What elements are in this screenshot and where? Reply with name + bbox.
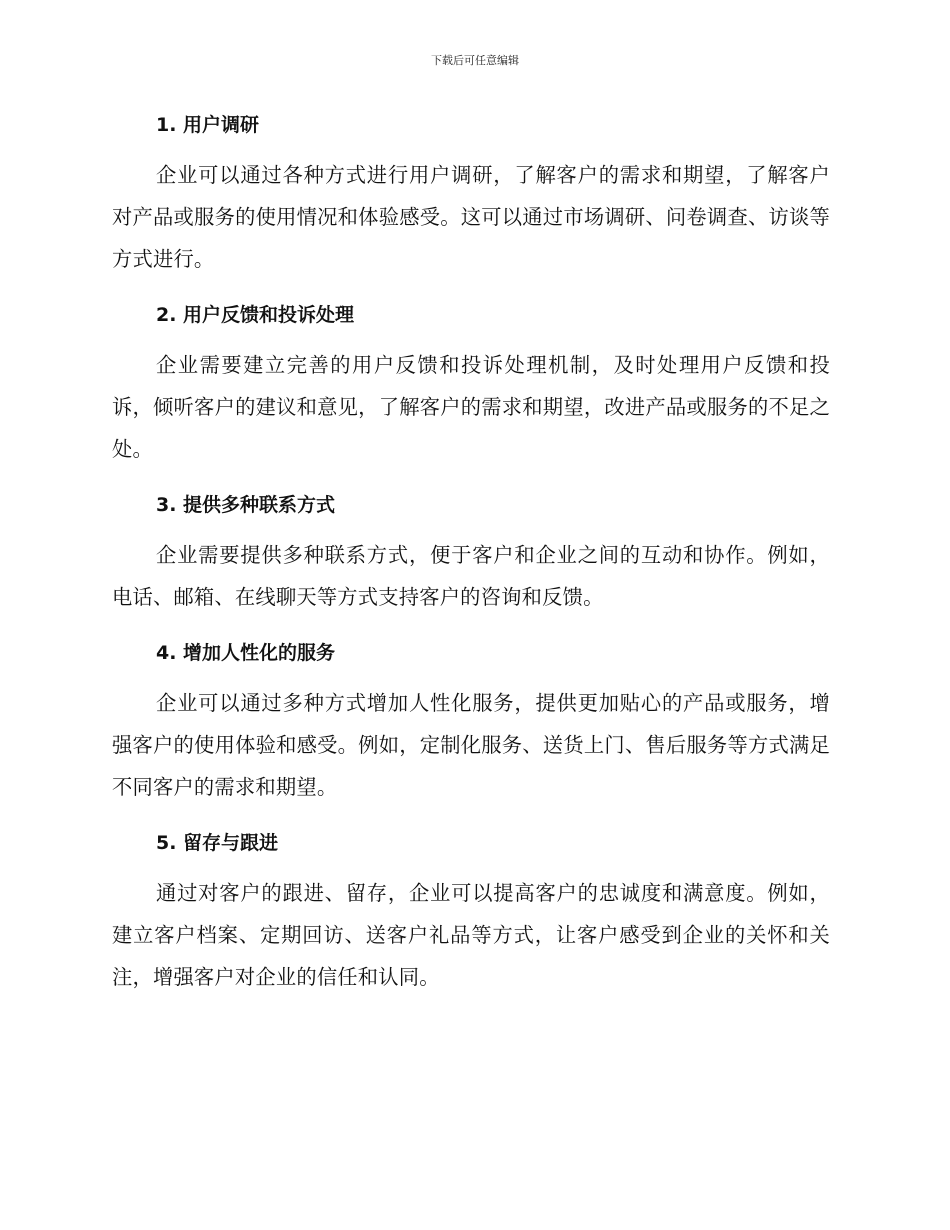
section-retention-followup [112, 830, 830, 998]
section-paragraph: 企业需要建立完善的用户反馈和投诉处理机制，及时处理用户反馈和投诉，倾听客户的建议和意见，了解客户的需求和期望，改进产品或服务的不足之处。 [112, 353, 830, 461]
document-body [112, 112, 830, 1020]
section-paragraph: 企业需要提供多种联系方式，便于客户和企业之间的互动和协作。例如，电话、邮箱、在线聊天等方式支持客户的咨询和反馈。 [112, 543, 830, 609]
section-heading: 2. 用户反馈和投诉处理 [156, 304, 355, 326]
section-humanized-service [112, 640, 830, 808]
section-heading: 4. 增加人性化的服务 [156, 642, 336, 664]
section-feedback-complaints [112, 302, 830, 470]
section-heading: 3. 提供多种联系方式 [156, 494, 336, 516]
page-header: 下载后可任意编辑 [431, 54, 519, 67]
section-paragraph: 企业可以通过各种方式进行用户调研，了解客户的需求和期望，了解客户对产品或服务的使用情况和体验感受。这可以通过市场调研、问卷调查、访谈等方式进行。 [112, 163, 830, 271]
section-heading: 1. 用户调研 [156, 114, 260, 136]
section-paragraph: 企业可以通过多种方式增加人性化服务，提供更加贴心的产品或服务，增强客户的使用体验和感受。例如，定制化服务、送货上门、售后服务等方式满足不同客户的需求和期望。 [112, 691, 830, 799]
section-user-research [112, 112, 830, 280]
section-paragraph: 通过对客户的跟进、留存，企业可以提高客户的忠诚度和满意度。例如，建立客户档案、定期回访、送客户礼品等方式，让客户感受到企业的关怀和关注，增强客户对企业的信任和认同。 [112, 881, 830, 989]
section-contact-methods [112, 492, 830, 618]
section-heading: 5. 留存与跟进 [156, 832, 279, 854]
